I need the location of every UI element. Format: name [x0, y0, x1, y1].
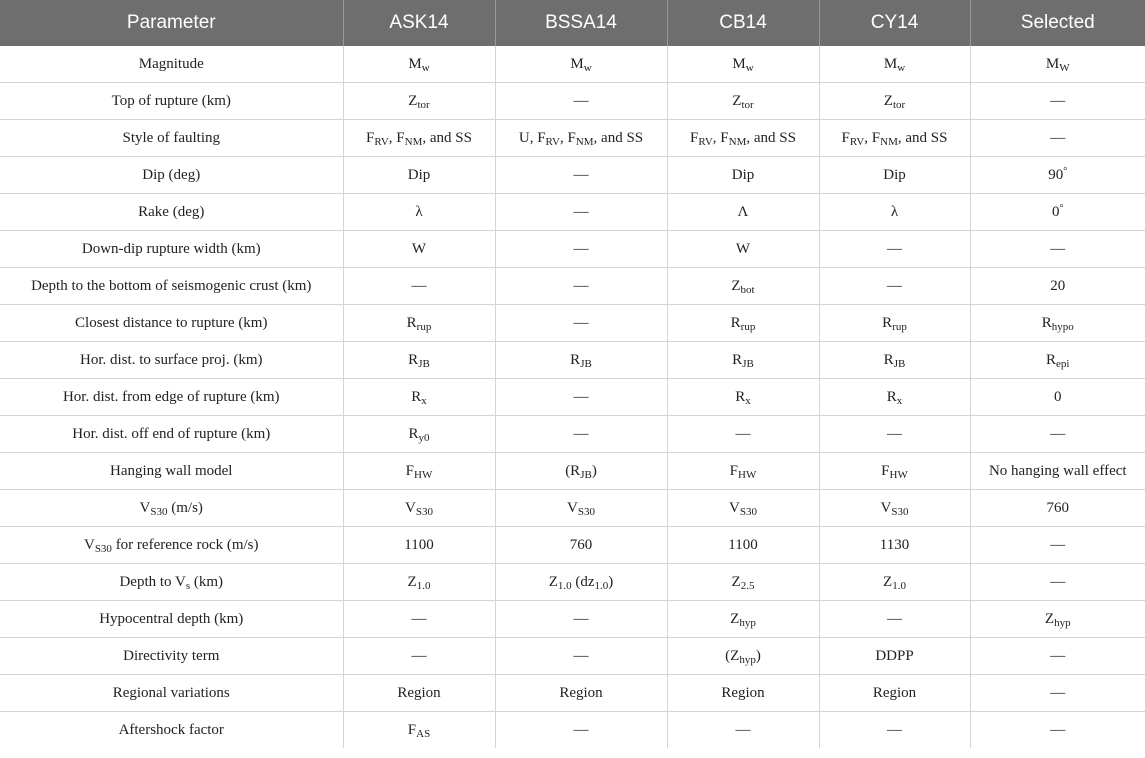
cell-cy14: — [819, 231, 970, 268]
cell-selected: — [970, 712, 1145, 749]
cell-cb14: $Z_{tor}$ [667, 83, 819, 120]
cell-parameter: Hor. dist. from edge of rupture (km) [0, 379, 343, 416]
cell-parameter: Depth to the bottom of seismogenic crust (km) [0, 268, 343, 305]
table-row [0, 231, 1145, 268]
table-row [0, 675, 1145, 712]
cell-cy14: $F_{HW}$ [819, 453, 970, 490]
cell-bssa14: Region [495, 675, 667, 712]
cell-cb14: $(Z_{hyp})$ [667, 638, 819, 675]
cell-cb14: $R_{JB}$ [667, 342, 819, 379]
cell-cb14: Region [667, 675, 819, 712]
cell-cy14: $V_{S30}$ [819, 490, 970, 527]
cell-ask14: $R_x$ [343, 379, 495, 416]
cell-bssa14: — [495, 194, 667, 231]
table-row [0, 305, 1145, 342]
cell-cy14: 1130 [819, 527, 970, 564]
cell-bssa14: — [495, 379, 667, 416]
table-row [0, 268, 1145, 305]
cell-ask14: $M_w$ [343, 46, 495, 83]
cell-cb14: Λ [667, 194, 819, 231]
cell-bssa14: — [495, 305, 667, 342]
cell-cb14: $F_{RV}$, $F_{NM}$, and SS [667, 120, 819, 157]
cell-bssa14: $M_w$ [495, 46, 667, 83]
table-row [0, 157, 1145, 194]
cell-bssa14: $V_{S30}$ [495, 490, 667, 527]
cell-bssa14: — [495, 157, 667, 194]
cell-parameter: Dip (deg) [0, 157, 343, 194]
cell-bssa14: — [495, 601, 667, 638]
cell-bssa14: — [495, 268, 667, 305]
cell-parameter: Hor. dist. to surface proj. (km) [0, 342, 343, 379]
cell-bssa14: — [495, 416, 667, 453]
table-row [0, 601, 1145, 638]
cell-selected: No hanging wall effect [970, 453, 1145, 490]
cell-cy14: DDPP [819, 638, 970, 675]
cell-parameter: Depth to $V_s$ (km) [0, 564, 343, 601]
header-parameter: Parameter [0, 0, 343, 46]
cell-bssa14: $(R_{JB})$ [495, 453, 667, 490]
cell-ask14: $F_{AS}$ [343, 712, 495, 749]
cell-cy14: — [819, 712, 970, 749]
table-row [0, 46, 1145, 83]
cell-parameter: $V_{S30}$ (m/s) [0, 490, 343, 527]
cell-selected: $Z_{hyp}$ [970, 601, 1145, 638]
cell-parameter: Hypocentral depth (km) [0, 601, 343, 638]
cell-bssa14: — [495, 638, 667, 675]
cell-ask14: — [343, 638, 495, 675]
cell-cy14: $R_{JB}$ [819, 342, 970, 379]
cell-selected: — [970, 83, 1145, 120]
cell-cb14: $R_x$ [667, 379, 819, 416]
cell-ask14: — [343, 601, 495, 638]
header-bssa14: BSSA14 [495, 0, 667, 46]
cell-selected: — [970, 638, 1145, 675]
cell-ask14: $F_{RV}$, $F_{NM}$, and SS [343, 120, 495, 157]
cell-parameter: Rake (deg) [0, 194, 343, 231]
cell-cy14: $R_{rup}$ [819, 305, 970, 342]
cell-selected: — [970, 120, 1145, 157]
table-row [0, 712, 1145, 749]
table-row [0, 453, 1145, 490]
cell-ask14: $R_{JB}$ [343, 342, 495, 379]
table-row [0, 416, 1145, 453]
table-body [0, 46, 1145, 748]
cell-cy14: Dip [819, 157, 970, 194]
cell-cb14: $R_{rup}$ [667, 305, 819, 342]
cell-parameter: $V_{S30}$ for reference rock (m/s) [0, 527, 343, 564]
cell-ask14: 1100 [343, 527, 495, 564]
cell-selected: — [970, 527, 1145, 564]
cell-ask14: $V_{S30}$ [343, 490, 495, 527]
cell-ask14: $R_{rup}$ [343, 305, 495, 342]
cell-ask14: $Z_{tor}$ [343, 83, 495, 120]
cell-cy14: $F_{RV}$, $F_{NM}$, and SS [819, 120, 970, 157]
cell-cy14: Region [819, 675, 970, 712]
cell-ask14: Dip [343, 157, 495, 194]
cell-cy14: $Z_{tor}$ [819, 83, 970, 120]
header-selected: Selected [970, 0, 1145, 46]
cell-selected: 20 [970, 268, 1145, 305]
cell-bssa14: — [495, 231, 667, 268]
table-row [0, 527, 1145, 564]
cell-selected: — [970, 675, 1145, 712]
cell-cb14: — [667, 416, 819, 453]
cell-ask14: W [343, 231, 495, 268]
cell-cb14: $F_{HW}$ [667, 453, 819, 490]
table-row [0, 342, 1145, 379]
cell-cy14: $M_w$ [819, 46, 970, 83]
cell-parameter: Down-dip rupture width (km) [0, 231, 343, 268]
table-row [0, 564, 1145, 601]
header-cy14: CY14 [819, 0, 970, 46]
cell-selected: 0° [970, 194, 1145, 231]
cell-cb14: $V_{S30}$ [667, 490, 819, 527]
cell-parameter: Top of rupture (km) [0, 83, 343, 120]
cell-cb14: Dip [667, 157, 819, 194]
cell-selected: — [970, 231, 1145, 268]
cell-selected: $R_{hypo}$ [970, 305, 1145, 342]
cell-ask14: $F_{HW}$ [343, 453, 495, 490]
cell-bssa14: $R_{JB}$ [495, 342, 667, 379]
cell-cy14: $R_x$ [819, 379, 970, 416]
table-row [0, 194, 1145, 231]
cell-bssa14: — [495, 712, 667, 749]
cell-cb14: $Z_{bot}$ [667, 268, 819, 305]
cell-bssa14: 760 [495, 527, 667, 564]
cell-selected: $R_{epi}$ [970, 342, 1145, 379]
cell-cy14: $Z_{1.0}$ [819, 564, 970, 601]
cell-cy14: — [819, 601, 970, 638]
cell-parameter: Magnitude [0, 46, 343, 83]
cell-selected: — [970, 416, 1145, 453]
cell-parameter: Hanging wall model [0, 453, 343, 490]
cell-ask14: — [343, 268, 495, 305]
cell-selected: 90° [970, 157, 1145, 194]
cell-ask14: $Z_{1.0}$ [343, 564, 495, 601]
cell-cb14: $Z_{hyp}$ [667, 601, 819, 638]
cell-cy14: λ [819, 194, 970, 231]
cell-bssa14: U, $F_{RV}$, $F_{NM}$, and SS [495, 120, 667, 157]
header-ask14: ASK14 [343, 0, 495, 46]
cell-parameter: Aftershock factor [118, 721, 224, 738]
header-cb14: CB14 [667, 0, 819, 46]
table-row [0, 83, 1145, 120]
cell-selected: — [970, 564, 1145, 601]
cell-cb14: W [667, 231, 819, 268]
cell-ask14: Region [343, 675, 495, 712]
cell-ask14: λ [343, 194, 495, 231]
cell-selected: $M_W$ [970, 46, 1145, 83]
cell-parameter: Closest distance to rupture (km) [0, 305, 343, 342]
cell-cy14: — [819, 268, 970, 305]
header-row [0, 0, 1145, 46]
cell-ask14: $R_{y0}$ [343, 416, 495, 453]
cell-cb14: 1100 [667, 527, 819, 564]
cell-selected: 760 [970, 490, 1145, 527]
cell-cb14: $Z_{2.5}$ [667, 564, 819, 601]
cell-parameter: Style of faulting [0, 120, 343, 157]
cell-cb14: $M_w$ [667, 46, 819, 83]
cell-selected: 0 [970, 379, 1145, 416]
table-row [0, 490, 1145, 527]
cell-parameter: Hor. dist. off end of rupture (km) [0, 416, 343, 453]
cell-cy14: — [819, 416, 970, 453]
table-row [0, 379, 1145, 416]
cell-cb14: — [667, 712, 819, 749]
cell-parameter: Directivity term [0, 638, 343, 675]
table-row [0, 638, 1145, 675]
cell-parameter: Regional variations [0, 675, 343, 712]
cell-bssa14: $Z_{1.0}$ $(dz_{1.0})$ [495, 564, 667, 601]
cell-bssa14: — [495, 83, 667, 120]
table-row [0, 120, 1145, 157]
